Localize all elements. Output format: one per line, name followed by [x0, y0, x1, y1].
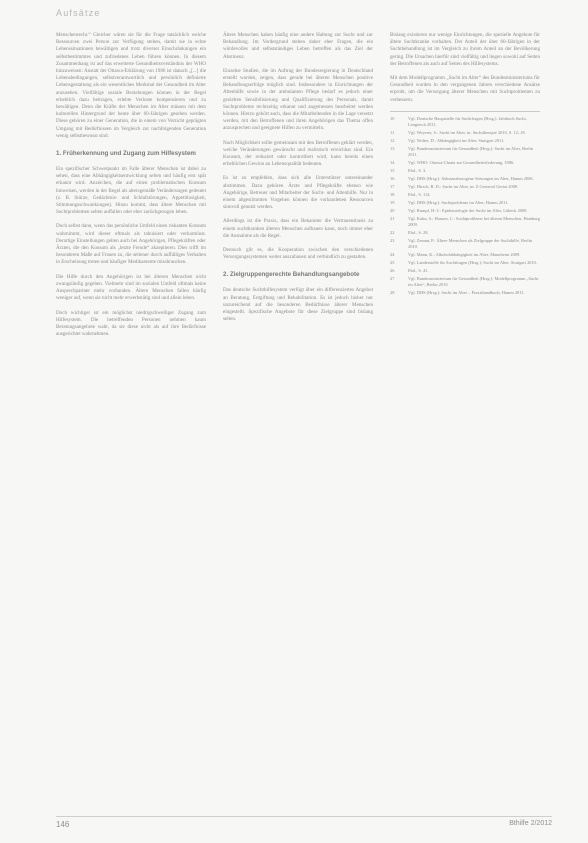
- footnote-number: 23: [390, 238, 395, 244]
- paragraph: Bislang existieren nur wenige Einrichtungen, die spezielle Angebote für ältere Suchtkranke vorhalten. Der Anteil der über 60-Jährigen in der Suchtbehandlung ist im Vergleich zu ihrem Anteil an der Bevölkerung gering. Die Ursachen hierfür sind vielfältig und liegen sowohl auf Seiten der Betroffenen als auch auf Seiten des Hilfesystems.: [390, 32, 540, 67]
- footnote-text: Vgl. WHO: Ottawa-Charta zur Gesundheitsförderung, 1986.: [408, 160, 515, 166]
- journal-issue: Bthilfe 2/2012: [509, 820, 552, 827]
- footnote: [390, 252, 540, 258]
- footnote: [390, 208, 540, 214]
- footnote-text: Ebd., S. 41.: [408, 268, 429, 274]
- footnote-text: Vgl. DHS (Hrsg.): Suchtprobleme im Alter, Hamm 2011.: [408, 200, 509, 206]
- paragraph: Einzelne Studien, die im Auftrag der Bundesregierung in Deutschland erstellt wurden, zeigen, dass gerade bei älteren Menschen positive Behandlungserfolge möglich sind. Insbesondere in Einrichtungen der Altenhilfe sowie in der ambulanten Pflege bedarf es jedoch einer gezielten Sensibilisierung und Qualifizierung des Personals, damit Suchtprobleme rechtzeitig erkannt und angemessen bearbeitet werden können. Hierzu gehört auch, dass die Mitarbeitenden in die Lage versetzt werden, mit den Betroffenen und ihren Angehörigen das Thema offen anzusprechen und geeignete Hilfen zu vermitteln.: [223, 67, 373, 132]
- footnote-number: 15: [390, 168, 395, 174]
- footnote-text: Vgl. Wolter, D.: Abhängigkeit im Alter, Stuttgart 2011.: [408, 138, 505, 144]
- paragraph: Die Hilfe durch den Angehörigen ist bei älteren Menschen nicht zwangsläufig gegeben. Vielmehr sind im sozialen Umfeld oftmals keine Ansprechpartner mehr vorhanden. Ältere Menschen fallen häufig weniger auf, wenn sie nicht mehr erwerbstätig sind und allein leben.: [56, 273, 206, 302]
- footnote: [390, 260, 540, 266]
- footnote-number: 14: [390, 160, 395, 166]
- footnote: [390, 168, 540, 174]
- footnote-number: 20: [390, 208, 395, 214]
- paragraph: Ältere Menschen haben häufig eine andere Haltung zur Sucht und zur Behandlung. Im Vordergrund stehen daher eher Fragen, die ein würdevolles und selbstständiges Leben betreffen als das Ziel der Abstinenz.: [223, 32, 373, 60]
- paragraph: Das deutsche Suchthilfesystem verfügt über ein differenziertes Angebot an Beratung, Entgiftung und Rehabilitation. Es ist jedoch bisher nur unzureichend auf die besonderen Bedürfnisse älterer Menschen eingestellt. Spezifische Angebote für diese Zielgruppe sind bislang selten.: [223, 287, 373, 323]
- paragraph: Doch wichtiger ist ein möglichst niedrigschwelliger Zugang zum Hilfesystem. Die betreffenden Personen nehmen kaum Beratungsangebote wahr, da sie diese nicht als auf ihre Bedürfnisse ausgerichtet wahrnehmen.: [56, 309, 206, 338]
- footnote-number: 17: [390, 184, 395, 190]
- footnote-number: 10: [390, 116, 395, 122]
- footnote-number: 21: [390, 216, 395, 222]
- footnote-number: 25: [390, 260, 395, 266]
- footnote-text: Vgl. DHS (Hrsg.): Sucht im Alter – Praxishandbuch, Hamm 2011.: [408, 290, 525, 296]
- footnote-number: 11: [390, 130, 395, 136]
- footnote-number: 26: [390, 268, 395, 274]
- footnote: [390, 146, 540, 158]
- footnote: [390, 160, 540, 166]
- page-number: 146: [56, 820, 70, 829]
- footnote: [390, 116, 540, 128]
- footnote-number: 28: [390, 290, 395, 296]
- paragraph: Dennoch gilt es, die Kooperation zwischen den verschiedenen Versorgungssystemen weiter auszubauen und verbindlich zu gestalten.: [223, 247, 373, 261]
- footnote: [390, 230, 540, 236]
- footnote: [390, 184, 540, 190]
- footnote-text: Vgl. Weyerer, S.: Sucht im Alter, in: Suchttherapie 2010, S. 12–18.: [408, 130, 526, 136]
- section-heading: 2. Zielgruppengerechte Behandlungsangebote: [223, 271, 360, 279]
- footnote-number: 18: [390, 192, 395, 198]
- text-column-middle: [223, 32, 373, 331]
- footnote-text: Vgl. Kuhn, S.; Haasen, C.: Suchtprobleme bei älteren Menschen, Hamburg 2009.: [408, 216, 540, 228]
- footnote: [390, 130, 540, 136]
- footnote: [390, 268, 540, 274]
- footnote: [390, 238, 540, 250]
- footnote-number: 12: [390, 138, 395, 144]
- footnote: [390, 138, 540, 144]
- paragraph: Nach Möglichkeit sollte gemeinsam mit den Betroffenen geklärt werden, welche Veränderungen gewünscht und realistisch erreichbar sind. Ein Konsum, der reduziert oder kontrolliert wird, kann bereits einen erheblichen Gewinn an Lebensqualität bedeuten.: [223, 139, 373, 168]
- footnote-text: Ebd., S. 28.: [408, 230, 429, 236]
- footnote-text: Vgl. Deutsche Hauptstelle für Suchtfragen (Hrsg.): Jahrbuch Sucht, Lengerich 2011.: [408, 116, 527, 128]
- footnote-divider: [390, 111, 540, 112]
- footnote: [390, 290, 540, 296]
- footnote-text: Vgl. Zeman, P.: Ältere Menschen als Zielgruppe der Suchthilfe, Berlin 2010.: [408, 238, 533, 250]
- footnotes: [390, 116, 540, 296]
- footnote-text: Ebd., S. 3.: [408, 168, 427, 174]
- footnote-number: 16: [390, 176, 395, 182]
- footnote: [390, 200, 540, 206]
- footnote-number: 24: [390, 252, 395, 258]
- paragraph: Mit dem Modellprogramm „Sucht im Alter“ des Bundesministeriums für Gesundheit wurden in den vergangenen Jahren verschiedene Ansätze erprobt, um die Versorgung älterer Menschen mit Suchtproblemen zu verbessern.: [390, 75, 540, 103]
- text-column-left: [56, 32, 206, 345]
- footnote: [390, 216, 540, 228]
- footnote-number: 27: [390, 276, 395, 282]
- footer-divider: [56, 816, 552, 817]
- paragraph: Allerdings ist die Praxis, dass ein Bekannter die Vertrauensbasis zu einem suchtkranken älteren Menschen aufbauen kann, noch immer eher die Ausnahme als die Regel.: [223, 218, 373, 239]
- section-heading: 1. Früherkennung und Zugang zum Hilfesystem: [56, 150, 196, 158]
- paragraph: Menschenrecht.“ Gleicher wären sie für die Frage tatsächlich welche Ressourcen zwei Person zur Verfügung stehen, damit sie in echte Lebenssituationen bewältigen und trotz diverser Einschränkungen ein selbstbestimmtes und zufriedenes Leben führen können. In diesem Zusammenhang ist auf das erweiterte Gesundheitsverständnis der WHO hinzuweisen: Anstatt der Ottawa-Erklärung von 1986 ist danach „[...] die Lebensbedingungen, selbstverantwortlich und persönlich definierte Lebensgestaltung als ein wesentliches Merkmal der Gesundheit im Alter anzusehen. Vielfältige soziale Beziehungen können in der Regel erheblich dazu beitragen, erlebte Verluste kompensieren und zu bewältigen. Denn die Kräfte der Menschen im Alter müssen mit dem kulturellen Hintergrund der heute über 60-Jährigen gesehen werden. Diese gehören zu einer Generation, die in einem von Verzicht geprägten Umgang mit Bedürfnissen im Vergleich zur nachfolgenden Generation wenig selbstbewusst sind.: [56, 32, 206, 139]
- footnote-text: Vgl. Hirsch, R. D.: Sucht im Alter, in: Z Gerontol Geriat 2008.: [408, 184, 519, 190]
- footnote-text: Vgl. Bundesministerium für Gesundheit (Hrsg.): Modellprogramm „Sucht im Alter“, Berlin 2010.: [408, 276, 539, 288]
- paragraph: Ein spezifischer Schwerpunkt im Falle älterer Menschen ist dabei zu sehen, dass eine Abhängigkeitsentwicklung selten und häufig erst spät erkannt wird. Anzeichen, die auf einen problematischen Konsum hinweisen, werden in der Regel als altersgemäße Veränderungen gedeutet (z. B. Stürze, Gedächtnis- und Schlafstörungen, Appetitlosigkeit, Stimmungsschwankungen). Hinzu kommt, dass ältere Menschen mit Suchtproblemen selten auffallen oder eher zurückgezogen leben.: [56, 166, 206, 216]
- paragraph: Doch selbst dann, wenn das persönliche Umfeld einen riskanten Konsum wahrnimmt, wird dieser oftmals als tabuisiert oder verharmlost. Derartige Einstellungen gelten auch bei Angehörigen, Pflegekräften oder Ärzten, die den Konsum als „letzte Freude“ akzeptieren. Dies trifft im besonderen Maße auf Frauen zu, die seltener durch auffälliges Verhalten in Erscheinung treten und häufiger Medikamente missbrauchen.: [56, 223, 206, 266]
- footnote-text: Ebd., S. 114.: [408, 192, 431, 198]
- footnote-text: Vgl. Landesstelle für Suchtfragen (Hrsg.): Sucht im Alter, Stuttgart 2010.: [408, 260, 537, 266]
- footnote-text: Vgl. DHS (Hrsg.): Substanzbezogene Störungen im Alter, Hamm 2006.: [408, 176, 534, 182]
- footnote-text: Vgl. Bundesministerium für Gesundheit (Hrsg.): Sucht im Alter, Berlin 2011.: [408, 146, 534, 158]
- footnote: [390, 176, 540, 182]
- footnote-number: 13: [390, 146, 395, 152]
- section-header: Aufsätze: [56, 8, 101, 18]
- footnote-number: 19: [390, 200, 395, 206]
- footnote-number: 22: [390, 230, 395, 236]
- footnote: [390, 276, 540, 288]
- footnote-text: Vgl. Rumpf, H.-J.: Epidemiologie der Sucht im Alter, Lübeck 2009.: [408, 208, 528, 214]
- footnote-text: Vgl. Mann, K.: Alkoholabhängigkeit im Alter, Mannheim 2009.: [408, 252, 521, 258]
- paragraph: Es ist zu empfehlen, dass sich alle Unterstützer untereinander abstimmen. Dazu gehören Ärzte und Pflegekräfte ebenso wie Angehörige, Betreuer und Mitarbeiter der Sucht- und Altenhilfe. Nur in einem abgestimmten Vorgehen können die vorhandenen Ressourcen sinnvoll genutzt werden.: [223, 175, 373, 211]
- text-column-right: [390, 32, 540, 298]
- footnote: [390, 192, 540, 198]
